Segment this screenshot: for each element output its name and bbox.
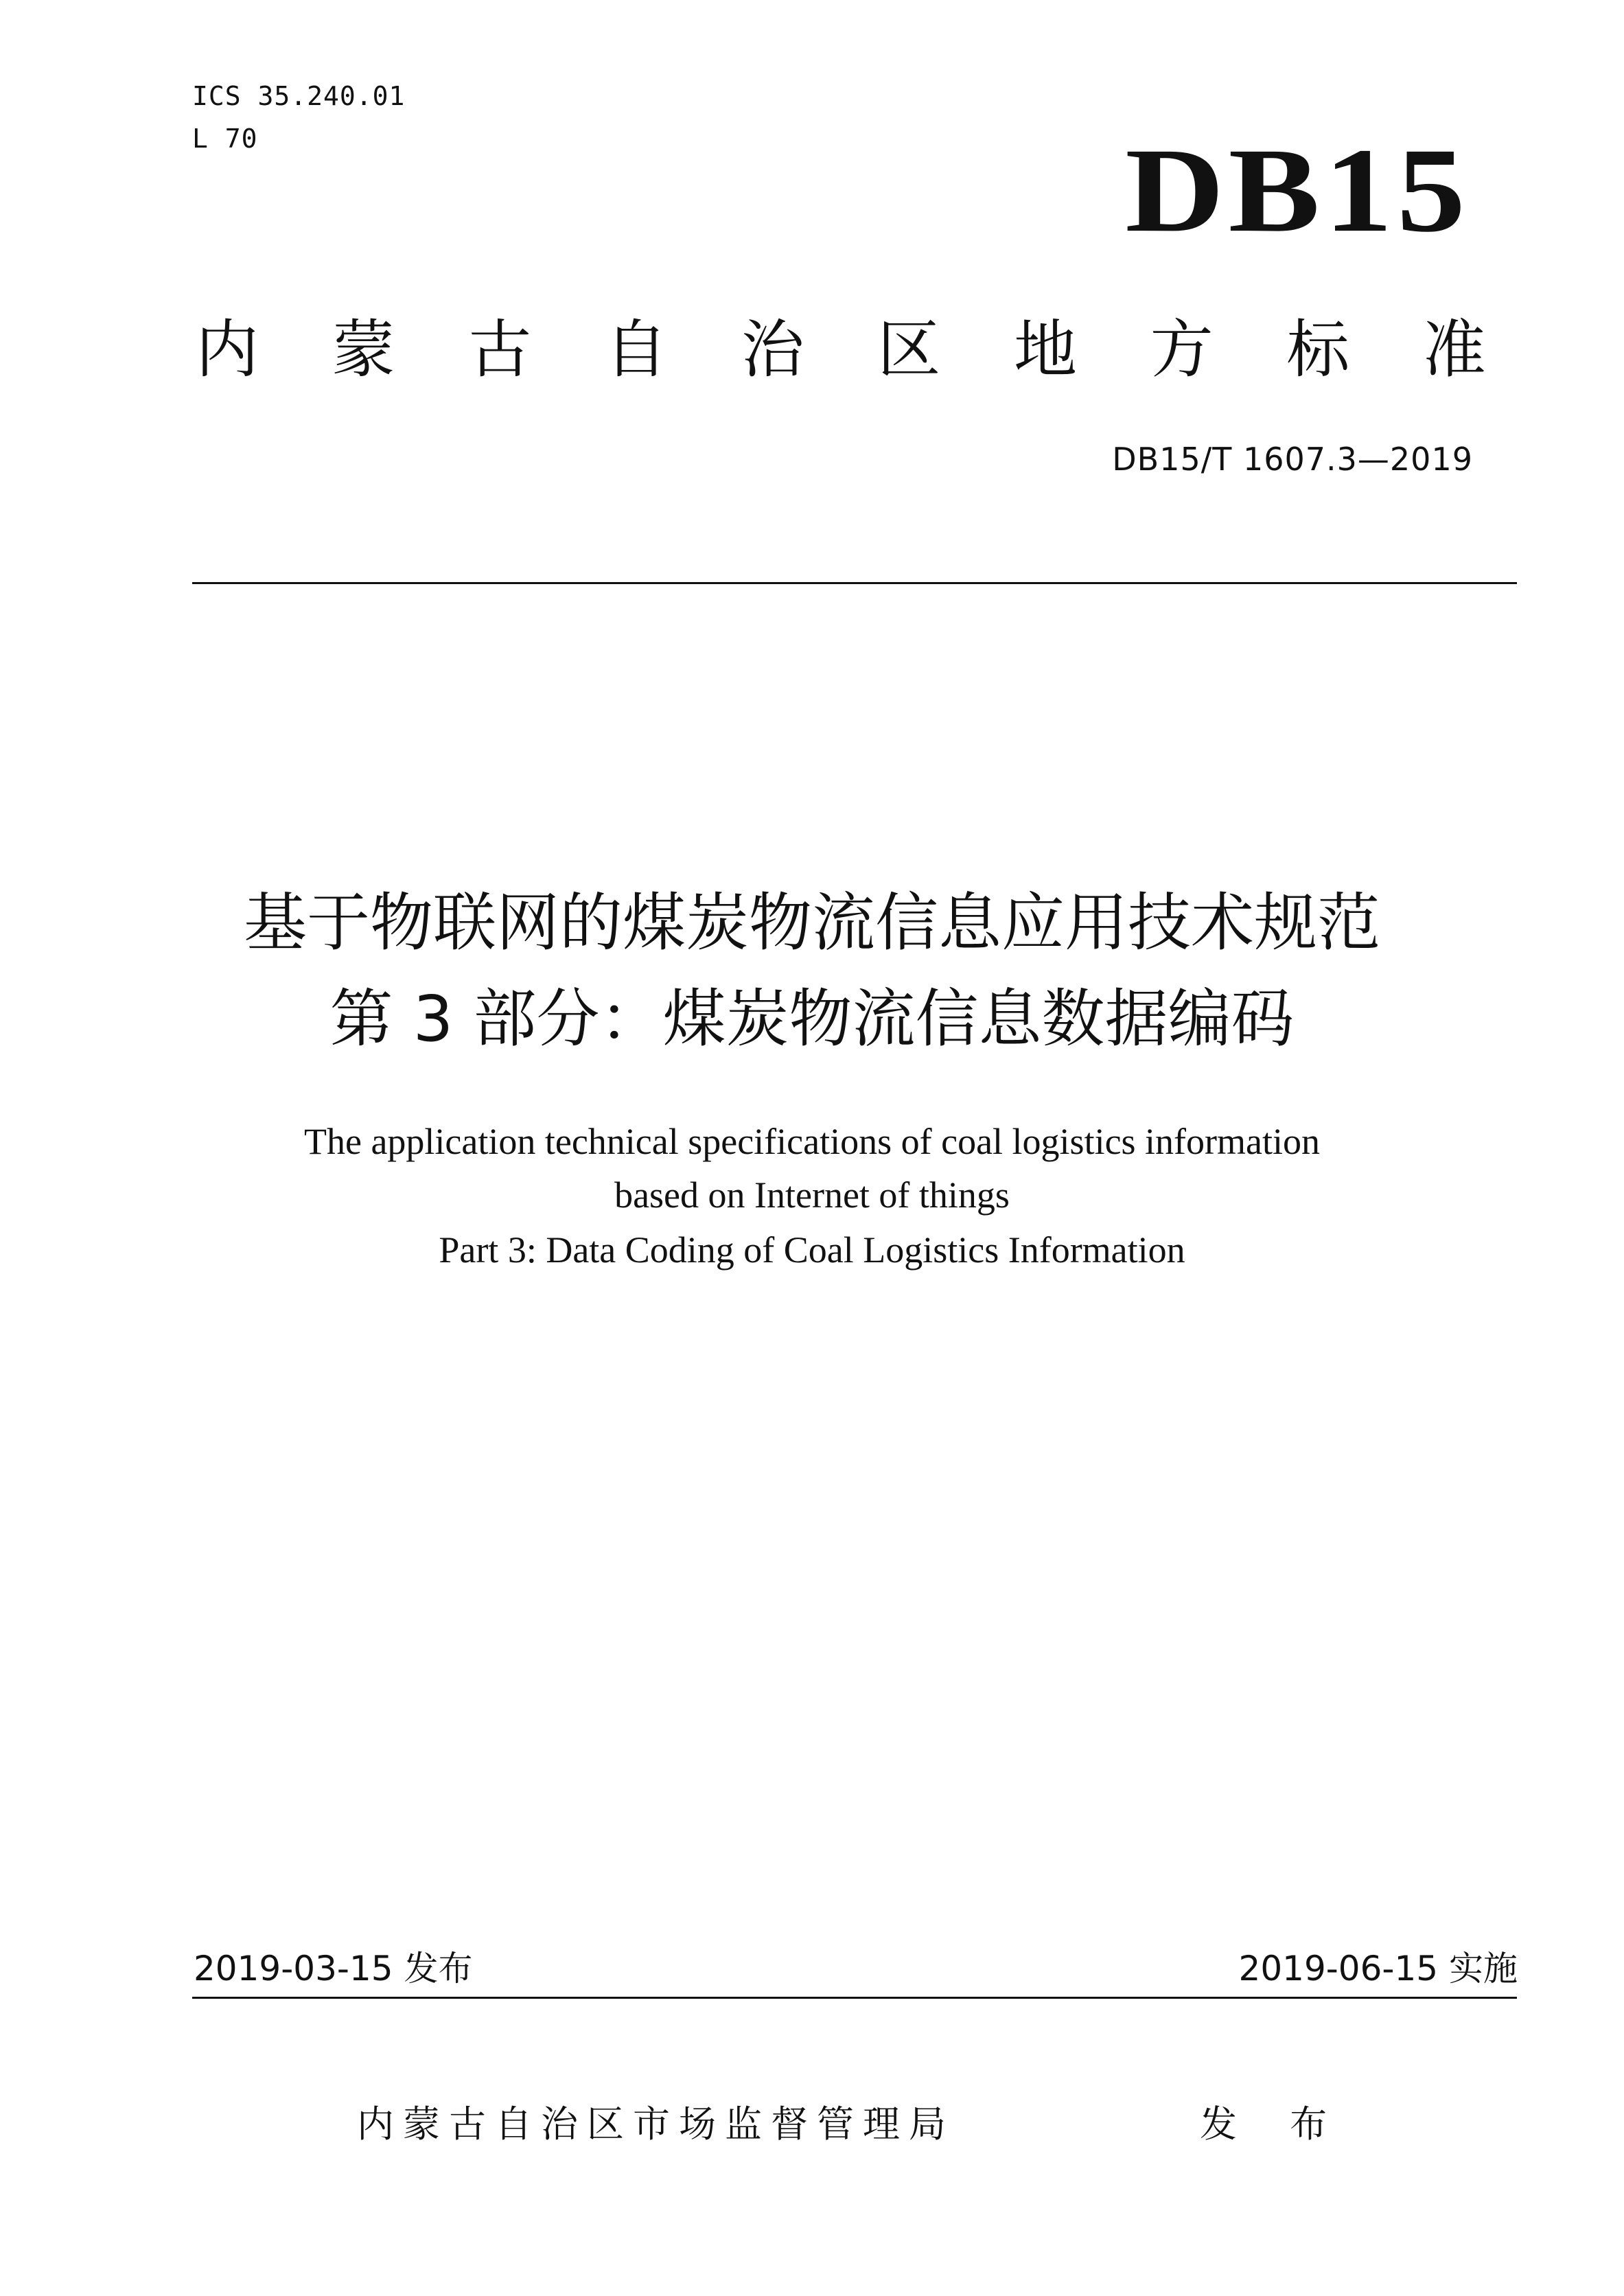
title-en-line-3: Part 3: Data Coding of Coal Logistics Information xyxy=(439,1229,1185,1271)
region-standard-title xyxy=(196,313,1486,386)
region-title-char: 准 xyxy=(1422,313,1486,386)
bottom-divider xyxy=(192,1997,1517,1999)
ics-code: ICS 35.240.01 xyxy=(192,81,406,111)
title-en-line-1: The application technical specifications of coal logistics information xyxy=(303,1121,1321,1162)
title-cn-line-2: 第 3 部分：煤炭物流信息数据编码 xyxy=(329,982,1295,1056)
region-title-char: 内 xyxy=(196,313,259,386)
standard-logo: DB15 xyxy=(1125,124,1470,257)
region-title-char: 标 xyxy=(1286,313,1350,386)
issue-date: 2019-03-15 发布 xyxy=(194,1949,473,1988)
title-en-line-2: based on Internet of things xyxy=(614,1174,1010,1216)
publisher-name: 内蒙古自治区市场监督管理局 xyxy=(357,2102,955,2146)
implementation-date: 2019-06-15 实施 xyxy=(1238,1949,1518,1988)
region-title-char: 自 xyxy=(604,313,668,386)
publish-label: 发 布 xyxy=(1200,2102,1348,2146)
title-cn-line-1: 基于物联网的煤炭物流信息应用技术规范 xyxy=(243,886,1380,960)
region-title-char: 地 xyxy=(1013,313,1077,386)
region-title-char: 古 xyxy=(468,313,532,386)
ccs-code: L 70 xyxy=(192,124,258,154)
top-divider xyxy=(192,582,1517,584)
region-title-char: 区 xyxy=(877,313,941,386)
region-title-char: 方 xyxy=(1150,313,1214,386)
region-title-char: 治 xyxy=(741,313,804,386)
region-title-char: 蒙 xyxy=(332,313,395,386)
standard-number: DB15/T 1607.3—2019 xyxy=(1112,441,1473,478)
